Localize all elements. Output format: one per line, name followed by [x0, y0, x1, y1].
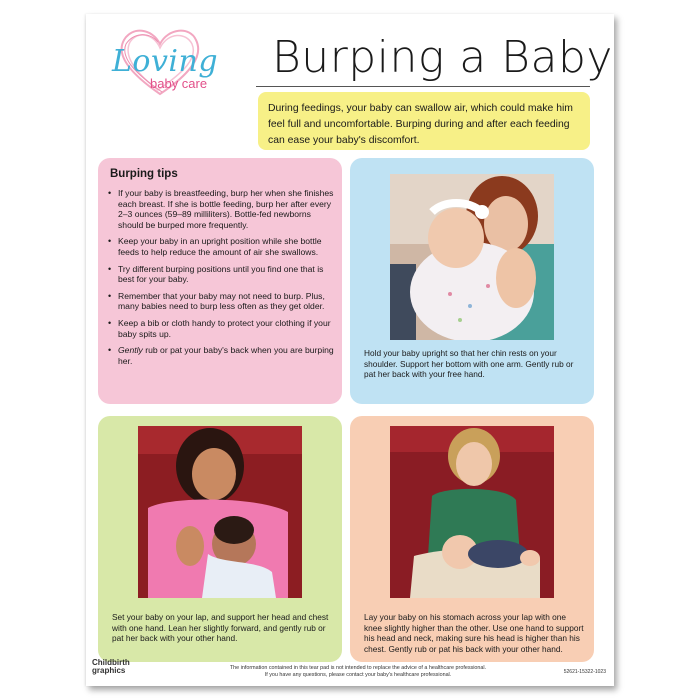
page-title: Burping a Baby [272, 32, 613, 83]
logo-subtitle: baby care [150, 76, 208, 91]
lap-sitting-burp-photo [138, 426, 302, 598]
tip-item: • Keep a bib or cloth handy to protect your clothing if your baby spits up. [108, 318, 334, 339]
lap-stomach-caption: Lay your baby on his stomach across your lap with one knee slightly higher than the other. Use one hand to support his head and neck, making sure his head is higher than his chest. Gently rub or pat his back with your other hand. [364, 612, 584, 654]
brand-line: graphics [92, 666, 126, 675]
tip-item: • Remember that your baby may not need to burp. Plus, many babies need to burp less often as they get older. [108, 291, 334, 312]
lap-sitting-panel [98, 416, 342, 662]
burping-tips-panel [98, 158, 342, 404]
tip-item: • Try different burping positions until you find one that is best for your baby. [108, 264, 334, 285]
tips-list [108, 188, 334, 372]
tip-item: • If your baby is breastfeeding, burp her when she finishes each breast. If she is bottle feeding, burp her after every 2–3 ounces (59–89 milliliters). Bottle-fed newborns should be burped more frequently. [108, 188, 334, 230]
shoulder-burp-photo [390, 174, 554, 340]
intro-box: During feedings, your baby can swallow air, which could make him feel full and uncomfortable. Burping during and after each feeding can ease your baby's discomfort. [258, 92, 590, 150]
handout-sheet [86, 14, 614, 686]
disclaimer-line: The information contained in this tear pad is not intended to replace the advice of a healthcare professional. [229, 665, 487, 671]
tips-heading: Burping tips [110, 168, 178, 180]
tip-item: • Keep your baby in an upright position while she bottle feeds to help reduce the amount of air she swallows. [108, 236, 334, 257]
brand-line: Childbirth [92, 658, 130, 667]
shoulder-caption: Hold your baby upright so that her chin rests on your shoulder. Support her bottom with one arm. Gently rub or pat her back with your free hand. [364, 348, 574, 380]
shoulder-position-panel [350, 158, 594, 404]
lap-stomach-burp-photo [390, 426, 554, 598]
title-underline [256, 86, 590, 87]
childbirth-graphics-logo [92, 659, 130, 675]
tip-text: rub or pat your baby's back when you are burping her. [118, 345, 334, 366]
product-code: 52621-15322-1023 [563, 669, 606, 675]
lap-stomach-panel [350, 416, 594, 662]
loving-baby-care-logo [98, 20, 238, 100]
lap-sitting-caption: Set your baby on your lap, and support her head and chest with one hand. Lean her slightly forward, and gently rub or pat her back with your other hand. [112, 612, 329, 644]
tip-emphasis: Gently [118, 345, 143, 356]
tip-item [108, 345, 334, 366]
logo-word: Loving [112, 44, 219, 79]
disclaimer [208, 665, 508, 679]
disclaimer-line: If you have any questions, please contact your baby's healthcare professional. [264, 672, 452, 678]
